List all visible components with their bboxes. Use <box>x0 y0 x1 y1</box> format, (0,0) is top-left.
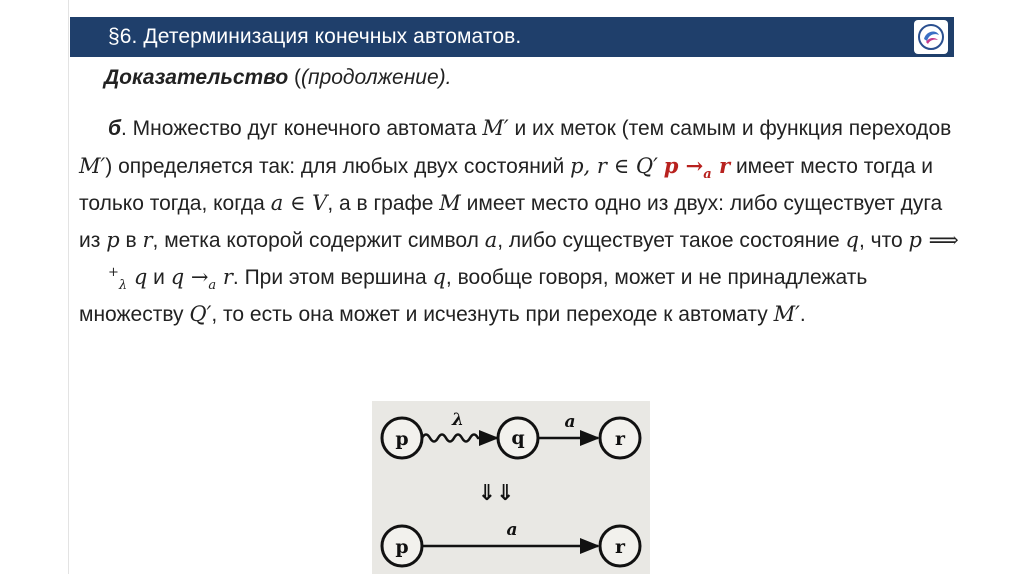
svg-text:p: p <box>395 536 409 558</box>
implies-arrows: ⇓⇓ <box>477 481 515 506</box>
bottom-node-p <box>382 526 422 566</box>
svg-text:r: r <box>614 536 626 558</box>
a-label-bottom: a <box>506 520 518 540</box>
continuation-label: ((продолжение). <box>294 66 452 89</box>
top-node-r <box>600 418 640 458</box>
proof-heading <box>104 66 451 90</box>
svg-text:p: p <box>395 428 409 450</box>
university-logo-icon <box>914 20 948 54</box>
lambda-wavy-arrow <box>422 435 497 442</box>
svg-text:q: q <box>511 427 525 449</box>
proof-paragraph: б. Множество дуг конечного автомата M′ и их меток (тем самым и функция переходов M′) определяется так: для любых двух состояний p, r ∈ Q′ $p \to_a$ r имеет место тогда и только тогда, когда a ∈ V, а в графе M имеет место одно из двух: либо существует дуга из p в r, метка которой содержит символ a, либо существует такое состояние q, что p $⟹^+_\lambda$ q и $q \to_a$ r. При этом вершина q, вообще говоря, может и не принадлежать множеству Q′, то есть она может и исчезнуть при переходе к автомату M′. <box>79 116 959 326</box>
automaton-diagram <box>372 401 650 574</box>
top-node-p <box>382 418 422 458</box>
a-label-top: a <box>564 412 576 432</box>
left-border <box>68 0 69 574</box>
plus-lambda: +$_\lambda$ <box>108 265 128 294</box>
bottom-node-r <box>600 526 640 566</box>
highlighted-transition: $p \to_a$ r <box>663 153 731 183</box>
proof-label: Доказательство <box>104 66 289 89</box>
top-node-q <box>498 418 538 458</box>
svg-text:r: r <box>614 428 626 450</box>
lambda-label: λ <box>452 410 464 430</box>
slide-header <box>70 17 954 57</box>
slide-title: §6. Детерминизация конечных автоматов. <box>108 25 522 48</box>
